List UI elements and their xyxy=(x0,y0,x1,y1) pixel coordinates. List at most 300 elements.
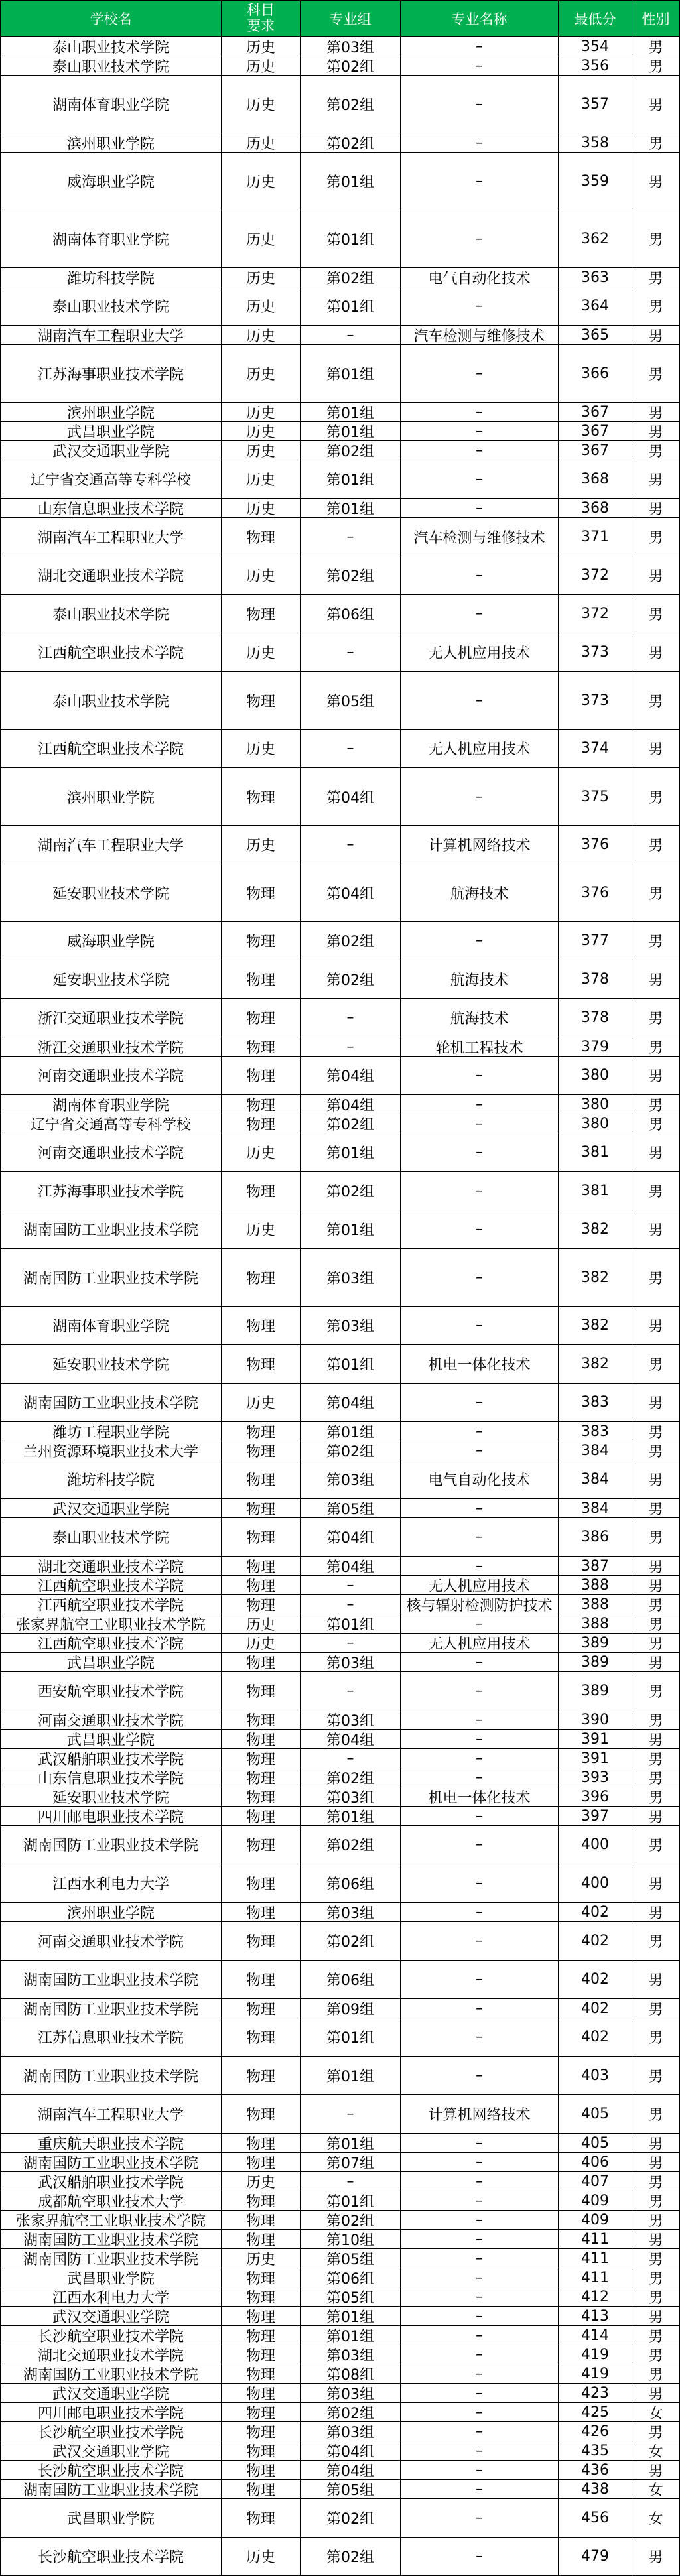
subject-requirement-cell: 历史 xyxy=(222,499,301,518)
min-score-cell: 371 xyxy=(559,518,632,556)
gender-cell: 男 xyxy=(632,768,680,826)
major-group-cell: 第03组 xyxy=(301,1249,401,1307)
major-name-cell: – xyxy=(401,1518,559,1557)
school-name-cell: 湖南体育职业学院 xyxy=(1,1307,222,1345)
min-score-cell: 423 xyxy=(559,2384,632,2403)
major-name-cell: – xyxy=(401,2345,559,2364)
table-row xyxy=(1,2230,680,2249)
header-gender: 性别 xyxy=(632,1,680,37)
major-group-cell: 第06组 xyxy=(301,2268,401,2287)
school-name-cell: 武汉船舶职业技术学院 xyxy=(1,2172,222,2191)
gender-cell: 女 xyxy=(632,2480,680,2499)
gender-cell: 男 xyxy=(632,2134,680,2153)
major-name-cell: 机电一体化技术 xyxy=(401,1345,559,1384)
major-name-cell: – xyxy=(401,1057,559,1095)
major-name-cell: – xyxy=(401,2326,559,2345)
gender-cell: 男 xyxy=(632,1576,680,1595)
major-name-cell: – xyxy=(401,2422,559,2441)
gender-cell: 男 xyxy=(632,1614,680,1634)
subject-requirement-cell: 历史 xyxy=(222,153,301,210)
major-name-cell: – xyxy=(401,499,559,518)
min-score-cell: 376 xyxy=(559,864,632,922)
subject-requirement-cell: 物理 xyxy=(222,2230,301,2249)
school-name-cell: 湖南国防工业职业技术学院 xyxy=(1,2364,222,2384)
school-name-cell: 延安职业技术学院 xyxy=(1,1787,222,1807)
gender-cell: 男 xyxy=(632,1345,680,1384)
subject-requirement-cell: 物理 xyxy=(222,672,301,730)
min-score-cell: 359 xyxy=(559,153,632,210)
major-name-cell: – xyxy=(401,1672,559,1710)
table-row xyxy=(1,2422,680,2441)
table-row xyxy=(1,1730,680,1749)
table-row xyxy=(1,1095,680,1114)
major-name-cell: – xyxy=(401,1384,559,1422)
subject-requirement-cell: 物理 xyxy=(222,1518,301,1557)
school-name-cell: 滨州职业学院 xyxy=(1,403,222,422)
gender-cell: 男 xyxy=(632,2307,680,2326)
gender-cell: 男 xyxy=(632,960,680,999)
major-name-cell: – xyxy=(401,345,559,403)
table-row xyxy=(1,2403,680,2422)
gender-cell: 男 xyxy=(632,76,680,133)
school-name-cell: 湖南国防工业职业技术学院 xyxy=(1,2230,222,2249)
gender-cell: 男 xyxy=(632,1595,680,1614)
major-name-cell: – xyxy=(401,441,559,460)
table-row xyxy=(1,2441,680,2461)
subject-requirement-cell: 历史 xyxy=(222,287,301,326)
major-name-cell: – xyxy=(401,2287,559,2307)
major-group-cell: 第04组 xyxy=(301,2441,401,2461)
table-row xyxy=(1,2191,680,2211)
table-row xyxy=(1,1557,680,1576)
table-row xyxy=(1,422,680,441)
school-name-cell: 武汉交通职业学院 xyxy=(1,2307,222,2326)
min-score-cell: 419 xyxy=(559,2364,632,2384)
min-score-cell: 384 xyxy=(559,1499,632,1518)
major-name-cell: – xyxy=(401,1441,559,1460)
gender-cell: 男 xyxy=(632,2461,680,2480)
min-score-cell: 378 xyxy=(559,960,632,999)
gender-cell: 男 xyxy=(632,1518,680,1557)
gender-cell: 男 xyxy=(632,403,680,422)
major-name-cell: – xyxy=(401,1557,559,1576)
min-score-cell: 388 xyxy=(559,1576,632,1595)
major-name-cell: 机电一体化技术 xyxy=(401,1787,559,1807)
school-name-cell: 重庆航天职业技术学院 xyxy=(1,2134,222,2153)
major-name-cell: 汽车检测与维修技术 xyxy=(401,518,559,556)
table-row xyxy=(1,1922,680,1961)
school-name-cell: 长沙航空职业技术学院 xyxy=(1,2326,222,2345)
subject-requirement-cell: 历史 xyxy=(222,210,301,268)
table-row xyxy=(1,2461,680,2480)
major-group-cell: 第01组 xyxy=(301,1422,401,1441)
gender-cell: 男 xyxy=(632,460,680,499)
subject-requirement-cell: 物理 xyxy=(222,1095,301,1114)
major-group-cell: – xyxy=(301,2172,401,2191)
min-score-cell: 411 xyxy=(559,2268,632,2287)
major-group-cell: 第02组 xyxy=(301,1441,401,1460)
school-name-cell: 泰山职业技术学院 xyxy=(1,37,222,56)
major-group-cell: 第01组 xyxy=(301,1614,401,1634)
gender-cell: 男 xyxy=(632,2153,680,2172)
major-name-cell: – xyxy=(401,1614,559,1634)
major-name-cell: – xyxy=(401,1172,559,1210)
gender-cell: 男 xyxy=(632,1864,680,1903)
subject-requirement-cell: 物理 xyxy=(222,518,301,556)
gender-cell: 男 xyxy=(632,1653,680,1672)
school-name-cell: 泰山职业技术学院 xyxy=(1,672,222,730)
subject-requirement-cell: 物理 xyxy=(222,922,301,960)
gender-cell: 男 xyxy=(632,2172,680,2191)
major-group-cell: – xyxy=(301,1037,401,1057)
school-name-cell: 湖南汽车工程职业大学 xyxy=(1,518,222,556)
gender-cell: 男 xyxy=(632,1961,680,1999)
major-group-cell: 第01组 xyxy=(301,422,401,441)
gender-cell: 男 xyxy=(632,1768,680,1787)
major-group-cell: 第04组 xyxy=(301,768,401,826)
subject-requirement-cell: 历史 xyxy=(222,37,301,56)
min-score-cell: 393 xyxy=(559,1768,632,1787)
table-row xyxy=(1,1749,680,1768)
table-row xyxy=(1,2287,680,2307)
gender-cell: 男 xyxy=(632,2538,680,2576)
table-row xyxy=(1,1345,680,1384)
major-group-cell: 第06组 xyxy=(301,595,401,633)
min-score-cell: 426 xyxy=(559,2422,632,2441)
min-score-cell: 382 xyxy=(559,1307,632,1345)
major-group-cell: 第01组 xyxy=(301,2018,401,2057)
gender-cell: 男 xyxy=(632,672,680,730)
subject-requirement-cell: 物理 xyxy=(222,2441,301,2461)
major-name-cell: – xyxy=(401,2249,559,2268)
gender-cell: 男 xyxy=(632,2384,680,2403)
gender-cell: 男 xyxy=(632,2095,680,2134)
subject-requirement-cell: 物理 xyxy=(222,1961,301,1999)
gender-cell: 男 xyxy=(632,2249,680,2268)
gender-cell: 男 xyxy=(632,2230,680,2249)
min-score-cell: 368 xyxy=(559,460,632,499)
school-name-cell: 四川邮电职业技术学院 xyxy=(1,2403,222,2422)
gender-cell: 男 xyxy=(632,133,680,153)
major-group-cell: 第01组 xyxy=(301,2326,401,2345)
school-name-cell: 武汉交通职业学院 xyxy=(1,441,222,460)
subject-requirement-cell: 物理 xyxy=(222,1499,301,1518)
min-score-cell: 383 xyxy=(559,1384,632,1422)
gender-cell: 男 xyxy=(632,1210,680,1249)
table-row xyxy=(1,999,680,1037)
major-name-cell: – xyxy=(401,1826,559,1864)
subject-requirement-cell: 物理 xyxy=(222,2018,301,2057)
school-name-cell: 威海职业学院 xyxy=(1,922,222,960)
school-name-cell: 山东信息职业技术学院 xyxy=(1,1768,222,1787)
gender-cell: 男 xyxy=(632,1672,680,1710)
major-group-cell: 第01组 xyxy=(301,2191,401,2211)
major-name-cell: – xyxy=(401,1249,559,1307)
subject-requirement-cell: 物理 xyxy=(222,1441,301,1460)
school-name-cell: 长沙航空职业技术学院 xyxy=(1,2461,222,2480)
table-row xyxy=(1,287,680,326)
major-group-cell: 第03组 xyxy=(301,1653,401,1672)
gender-cell: 男 xyxy=(632,1384,680,1422)
table-header-row xyxy=(1,1,680,37)
table-body xyxy=(1,37,680,2576)
subject-requirement-cell: 历史 xyxy=(222,133,301,153)
major-group-cell: 第05组 xyxy=(301,2287,401,2307)
min-score-cell: 402 xyxy=(559,1903,632,1922)
major-group-cell: 第02组 xyxy=(301,2403,401,2422)
subject-requirement-cell: 历史 xyxy=(222,1614,301,1634)
major-name-cell: – xyxy=(401,1307,559,1345)
gender-cell: 男 xyxy=(632,518,680,556)
gender-cell: 男 xyxy=(632,2268,680,2287)
subject-requirement-cell: 历史 xyxy=(222,826,301,864)
major-name-cell: – xyxy=(401,2057,559,2095)
major-group-cell: 第01组 xyxy=(301,1345,401,1384)
min-score-cell: 380 xyxy=(559,1114,632,1133)
major-name-cell: – xyxy=(401,2268,559,2287)
major-group-cell: – xyxy=(301,1634,401,1653)
major-group-cell: 第03组 xyxy=(301,1710,401,1730)
subject-requirement-cell: 物理 xyxy=(222,2153,301,2172)
min-score-cell: 382 xyxy=(559,1345,632,1384)
table-row xyxy=(1,1057,680,1095)
major-name-cell: 汽车检测与维修技术 xyxy=(401,326,559,345)
major-name-cell: – xyxy=(401,1864,559,1903)
min-score-cell: 377 xyxy=(559,922,632,960)
gender-cell: 女 xyxy=(632,2403,680,2422)
table-row xyxy=(1,2095,680,2134)
school-name-cell: 张家界航空工业职业技术学院 xyxy=(1,1614,222,1634)
table-row xyxy=(1,2345,680,2364)
subject-requirement-cell: 物理 xyxy=(222,1672,301,1710)
major-group-cell: 第03组 xyxy=(301,37,401,56)
gender-cell: 男 xyxy=(632,2211,680,2230)
subject-requirement-cell: 物理 xyxy=(222,2499,301,2538)
gender-cell: 男 xyxy=(632,210,680,268)
school-name-cell: 武昌职业学院 xyxy=(1,422,222,441)
table-row xyxy=(1,1249,680,1307)
school-name-cell: 湖南国防工业职业技术学院 xyxy=(1,1384,222,1422)
subject-requirement-cell: 物理 xyxy=(222,1057,301,1095)
subject-requirement-cell: 物理 xyxy=(222,1787,301,1807)
school-name-cell: 长沙航空职业技术学院 xyxy=(1,2422,222,2441)
gender-cell: 男 xyxy=(632,2057,680,2095)
subject-requirement-cell: 物理 xyxy=(222,1730,301,1749)
min-score-cell: 372 xyxy=(559,556,632,595)
subject-requirement-cell: 历史 xyxy=(222,268,301,287)
table-row xyxy=(1,1807,680,1826)
min-score-cell: 389 xyxy=(559,1653,632,1672)
subject-requirement-cell: 历史 xyxy=(222,345,301,403)
gender-cell: 男 xyxy=(632,1710,680,1730)
major-name-cell: – xyxy=(401,2364,559,2384)
table-row xyxy=(1,1768,680,1787)
table-row xyxy=(1,1710,680,1730)
subject-requirement-cell: 物理 xyxy=(222,1864,301,1903)
major-name-cell: – xyxy=(401,1961,559,1999)
major-name-cell: – xyxy=(401,1999,559,2018)
subject-requirement-cell: 物理 xyxy=(222,1172,301,1210)
major-group-cell: 第04组 xyxy=(301,1057,401,1095)
major-group-cell: 第02组 xyxy=(301,1114,401,1133)
gender-cell: 男 xyxy=(632,1634,680,1653)
min-score-cell: 366 xyxy=(559,345,632,403)
subject-requirement-cell: 物理 xyxy=(222,2211,301,2230)
major-name-cell: – xyxy=(401,1768,559,1787)
table-row xyxy=(1,2538,680,2576)
table-row xyxy=(1,595,680,633)
major-name-cell: 无人机应用技术 xyxy=(401,730,559,768)
subject-requirement-cell: 历史 xyxy=(222,326,301,345)
table-row xyxy=(1,1614,680,1634)
min-score-cell: 363 xyxy=(559,268,632,287)
subject-requirement-cell: 历史 xyxy=(222,730,301,768)
min-score-cell: 357 xyxy=(559,76,632,133)
major-group-cell: 第03组 xyxy=(301,1787,401,1807)
major-group-cell: 第03组 xyxy=(301,2345,401,2364)
gender-cell: 男 xyxy=(632,422,680,441)
school-name-cell: 成都航空职业技术大学 xyxy=(1,2191,222,2211)
major-name-cell: – xyxy=(401,1210,559,1249)
school-name-cell: 河南交通职业技术学院 xyxy=(1,1133,222,1172)
major-name-cell: – xyxy=(401,672,559,730)
major-name-cell: 航海技术 xyxy=(401,999,559,1037)
min-score-cell: 384 xyxy=(559,1441,632,1460)
major-group-cell: – xyxy=(301,1595,401,1614)
min-score-cell: 381 xyxy=(559,1172,632,1210)
subject-requirement-cell: 物理 xyxy=(222,2134,301,2153)
min-score-cell: 456 xyxy=(559,2499,632,2538)
subject-requirement-cell: 物理 xyxy=(222,2480,301,2499)
major-group-cell: 第01组 xyxy=(301,499,401,518)
major-name-cell: – xyxy=(401,210,559,268)
gender-cell: 男 xyxy=(632,633,680,672)
min-score-cell: 407 xyxy=(559,2172,632,2191)
table-row xyxy=(1,345,680,403)
table-row xyxy=(1,1460,680,1499)
table-row xyxy=(1,1961,680,1999)
major-name-cell: – xyxy=(401,56,559,76)
gender-cell: 男 xyxy=(632,922,680,960)
subject-requirement-cell: 物理 xyxy=(222,1037,301,1057)
major-group-cell: 第01组 xyxy=(301,153,401,210)
min-score-cell: 402 xyxy=(559,1999,632,2018)
major-group-cell: 第09组 xyxy=(301,1999,401,2018)
school-name-cell: 河南交通职业技术学院 xyxy=(1,1922,222,1961)
major-group-cell: 第03组 xyxy=(301,2384,401,2403)
major-name-cell: – xyxy=(401,2403,559,2422)
subject-requirement-cell: 历史 xyxy=(222,1634,301,1653)
min-score-cell: 373 xyxy=(559,672,632,730)
school-name-cell: 江苏海事职业技术学院 xyxy=(1,345,222,403)
min-score-cell: 400 xyxy=(559,1826,632,1864)
major-name-cell: – xyxy=(401,2018,559,2057)
subject-requirement-cell: 历史 xyxy=(222,76,301,133)
min-score-cell: 367 xyxy=(559,441,632,460)
major-name-cell: 电气自动化技术 xyxy=(401,1460,559,1499)
major-name-cell: – xyxy=(401,2441,559,2461)
table-row xyxy=(1,326,680,345)
school-name-cell: 西安航空职业技术学院 xyxy=(1,1672,222,1710)
table-row xyxy=(1,1384,680,1422)
major-group-cell: 第01组 xyxy=(301,2307,401,2326)
subject-requirement-cell: 物理 xyxy=(222,2095,301,2134)
gender-cell: 男 xyxy=(632,1749,680,1768)
major-group-cell: 第02组 xyxy=(301,2211,401,2230)
min-score-cell: 412 xyxy=(559,2287,632,2307)
gender-cell: 男 xyxy=(632,37,680,56)
school-name-cell: 滨州职业学院 xyxy=(1,768,222,826)
min-score-cell: 397 xyxy=(559,1807,632,1826)
school-name-cell: 湖南国防工业职业技术学院 xyxy=(1,2480,222,2499)
min-score-cell: 479 xyxy=(559,2538,632,2576)
major-group-cell: 第03组 xyxy=(301,1460,401,1499)
major-group-cell: – xyxy=(301,730,401,768)
major-group-cell: 第05组 xyxy=(301,2249,401,2268)
subject-requirement-cell: 物理 xyxy=(222,1826,301,1864)
table-row xyxy=(1,1576,680,1595)
school-name-cell: 武昌职业学院 xyxy=(1,2499,222,2538)
major-group-cell: 第06组 xyxy=(301,1864,401,1903)
school-name-cell: 辽宁省交通高等专科学校 xyxy=(1,460,222,499)
school-name-cell: 江西水利电力大学 xyxy=(1,2287,222,2307)
major-name-cell: 计算机网络技术 xyxy=(401,2095,559,2134)
major-name-cell: – xyxy=(401,2230,559,2249)
min-score-cell: 405 xyxy=(559,2095,632,2134)
gender-cell: 男 xyxy=(632,1057,680,1095)
min-score-cell: 354 xyxy=(559,37,632,56)
school-name-cell: 湖南国防工业职业技术学院 xyxy=(1,1961,222,1999)
min-score-cell: 382 xyxy=(559,1210,632,1249)
subject-requirement-cell: 物理 xyxy=(222,1249,301,1307)
table-row xyxy=(1,864,680,922)
min-score-cell: 409 xyxy=(559,2191,632,2211)
min-score-cell: 380 xyxy=(559,1095,632,1114)
gender-cell: 男 xyxy=(632,1422,680,1441)
gender-cell: 男 xyxy=(632,1922,680,1961)
gender-cell: 男 xyxy=(632,153,680,210)
gender-cell: 男 xyxy=(632,1999,680,2018)
gender-cell: 男 xyxy=(632,345,680,403)
table-row xyxy=(1,441,680,460)
major-group-cell: – xyxy=(301,1672,401,1710)
school-name-cell: 潍坊科技学院 xyxy=(1,268,222,287)
table-row xyxy=(1,153,680,210)
table-row xyxy=(1,460,680,499)
major-name-cell: – xyxy=(401,1095,559,1114)
major-group-cell: 第10组 xyxy=(301,2230,401,2249)
major-group-cell: 第05组 xyxy=(301,672,401,730)
major-group-cell: 第02组 xyxy=(301,556,401,595)
gender-cell: 男 xyxy=(632,2287,680,2307)
school-name-cell: 江西航空职业技术学院 xyxy=(1,1576,222,1595)
subject-requirement-cell: 物理 xyxy=(222,2422,301,2441)
min-score-cell: 403 xyxy=(559,2057,632,2095)
major-group-cell: 第01组 xyxy=(301,1807,401,1826)
school-name-cell: 江西航空职业技术学院 xyxy=(1,633,222,672)
table-row xyxy=(1,1672,680,1710)
min-score-cell: 411 xyxy=(559,2230,632,2249)
major-group-cell: 第02组 xyxy=(301,56,401,76)
gender-cell: 男 xyxy=(632,1787,680,1807)
min-score-cell: 374 xyxy=(559,730,632,768)
table-row xyxy=(1,1499,680,1518)
min-score-cell: 406 xyxy=(559,2153,632,2172)
subject-requirement-cell: 物理 xyxy=(222,1460,301,1499)
gender-cell: 男 xyxy=(632,1730,680,1749)
table-row xyxy=(1,1518,680,1557)
major-name-cell: – xyxy=(401,1422,559,1441)
